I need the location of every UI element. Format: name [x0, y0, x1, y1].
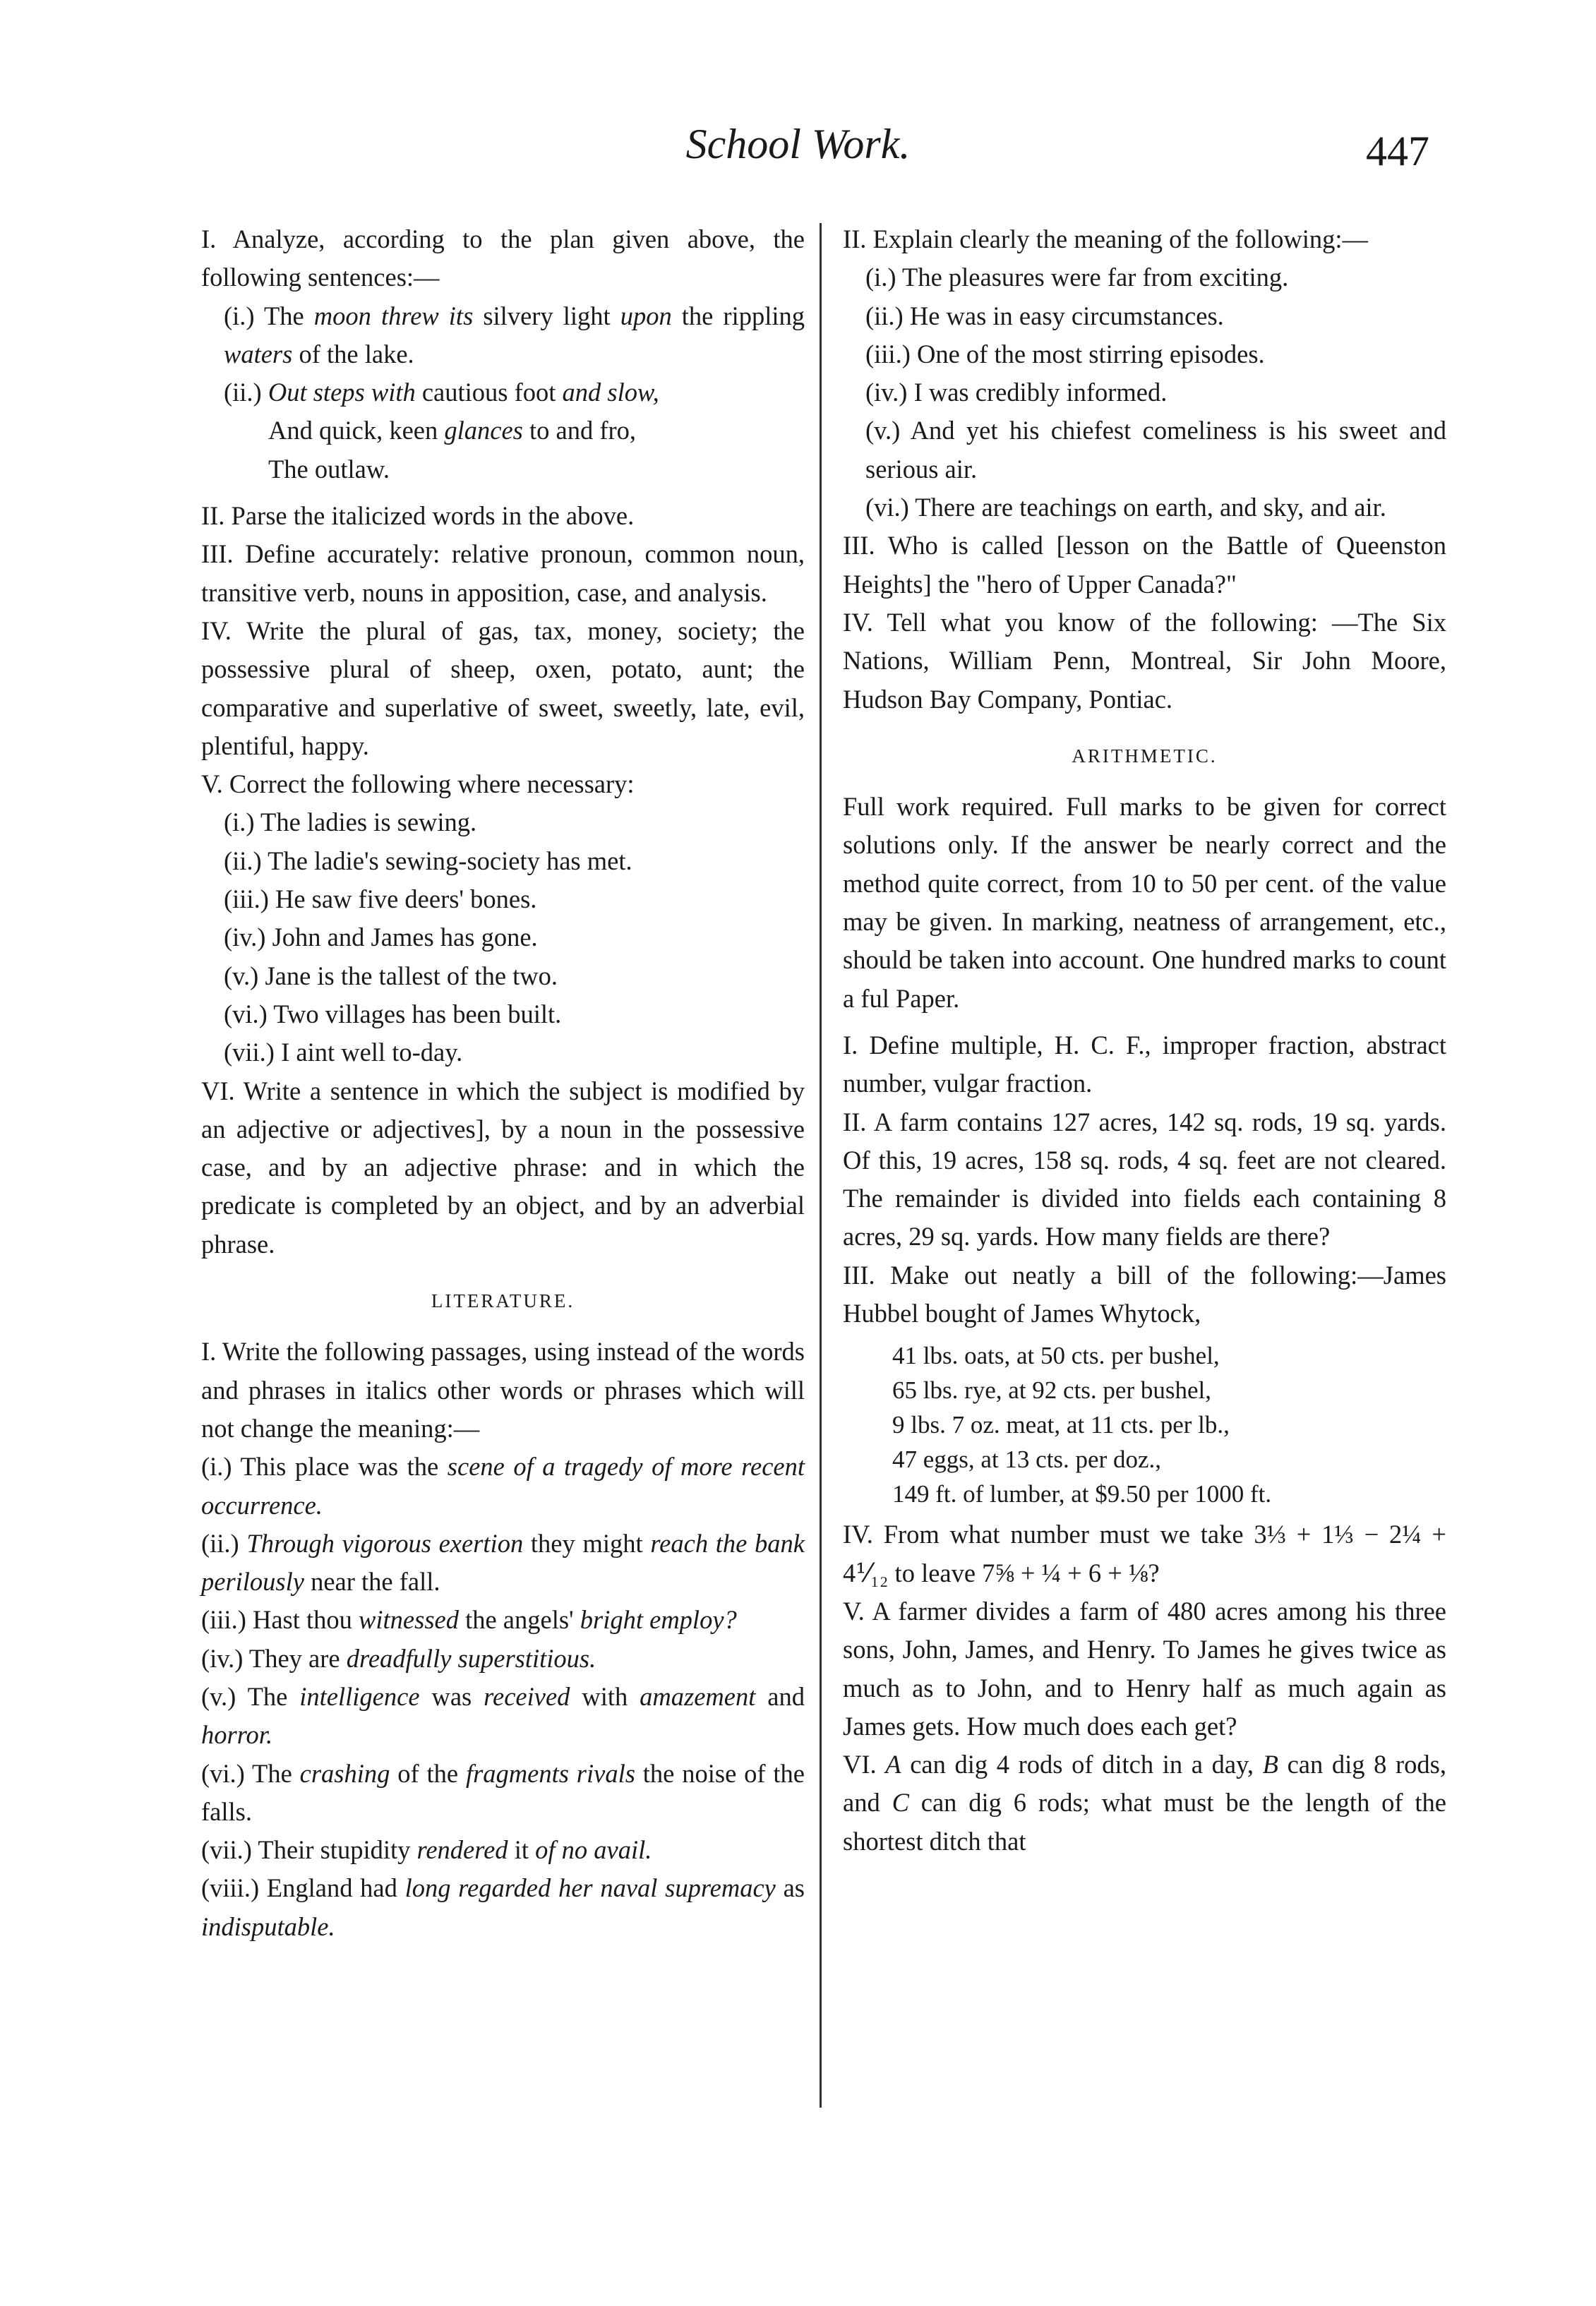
- arithmetic-question-3: III. Make out neatly a bill of the following:—James Hubbel bought of James Whytock,: [843, 1260, 1446, 1328]
- literature-passage-viii: (viii.) England had long regarded her naval supremacy as indisputable.: [201, 1873, 805, 1941]
- grammar-question-5: V. Correct the following where necessary:: [201, 769, 635, 799]
- arithmetic-heading: ARITHMETIC.: [1072, 745, 1218, 767]
- literature-passage-ii: (ii.) Through vigorous exertion they might reach the bank perilously near the fall.: [201, 1528, 805, 1597]
- meaning-item: (ii.) He was in easy circumstances.: [865, 301, 1224, 330]
- meaning-item: (iv.) I was credibly informed.: [865, 378, 1168, 407]
- bill-line: 47 eggs, at 13 cts. per doz.,: [892, 1446, 1162, 1474]
- literature-passage-vii: (vii.) Their stupidity rendered it of no avail.: [201, 1835, 652, 1865]
- grammar-q1-sentence-ii-line-2: And quick, keen glances to and fro,: [268, 416, 637, 445]
- correction-item: (vi.) Two villages has been built.: [224, 999, 562, 1028]
- meaning-item: (iii.) One of the most stirring episodes.: [865, 339, 1265, 368]
- bill-list: [843, 1338, 1446, 1511]
- correction-item: (vii.) I aint well to-day.: [224, 1038, 463, 1067]
- literature-passage-iii: (iii.) Hast thou witnessed the angels' bright employ?: [201, 1605, 737, 1635]
- correction-item: (v.) Jane is the tallest of the two.: [224, 961, 558, 990]
- literature-heading: LITERATURE.: [431, 1290, 575, 1312]
- grammar-question-2: II. Parse the italicized words in the above.: [201, 501, 635, 531]
- correction-item: (iii.) He saw five deers' bones.: [224, 884, 537, 914]
- arithmetic-question-5: V. A farmer divides a farm of 480 acres among his three sons, John, James, and Henry. To James he gives twice as much as to John, and to Henry half as much again as James gets. How much does each get?: [843, 1596, 1446, 1741]
- literature-passage-i: (i.) This place was the scene of a tragedy of more recent occurrence.: [201, 1452, 805, 1520]
- correction-item: (ii.) The ladie's sewing-society has met.: [224, 846, 632, 875]
- meaning-item: (vi.) There are teachings on earth, and sky, and air.: [865, 493, 1386, 522]
- arithmetic-question-6: VI. A can dig 4 rods of ditch in a day, B can dig 8 rods, and C can dig 6 rods; what must be the length of the shortest ditch that: [843, 1750, 1447, 1856]
- meaning-item: (v.) And yet his chiefest comeliness is his sweet and serious air.: [865, 416, 1446, 484]
- literature-question-2: II. Explain clearly the meaning of the following:—: [843, 224, 1368, 253]
- grammar-q1-sentence-i: (i.) The moon threw its silvery light upon the rippling waters of the lake.: [224, 301, 805, 368]
- grammar-question-6: VI. Write a sentence in which the subject is modified by an adjective or adjectives], by a noun in the possessive case, and by an adjective phrase: and in which the predicate is completed by an object, and by an adverbial phrase.: [201, 1076, 805, 1259]
- literature-question-1: I. Write the following passages, using instead of the words and phrases in italics other words or phrases which will not change the meaning:—: [201, 1337, 805, 1443]
- bill-line: 149 ft. of lumber, at $9.50 per 1000 ft.: [892, 1480, 1272, 1508]
- grammar-q1-sentence-ii-line-3: The outlaw.: [268, 454, 390, 484]
- correction-item: (i.) The ladies is sewing.: [224, 807, 477, 837]
- bill-line: 9 lbs. 7 oz. meat, at 11 cts. per lb.,: [892, 1411, 1230, 1439]
- literature-passage-iv: (iv.) They are dreadfully superstitious.: [201, 1643, 596, 1673]
- grammar-question-3: III. Define accurately: relative pronoun, common noun, transitive verb, nouns in apposition, case, and analysis.: [201, 539, 805, 607]
- arithmetic-question-1: I. Define multiple, H. C. F., improper fraction, abstract number, vulgar fraction.: [843, 1030, 1446, 1098]
- grammar-question-1: I. Analyze, according to the plan given above, the following sentences:—: [201, 224, 805, 292]
- grammar-question-4: IV. Write the plural of gas, tax, money, society; the possessive plural of sheep, oxen, potato, aunt; the comparative and superlative of sweet, sweetly, late, evil, plentiful, happy.: [201, 615, 805, 760]
- running-title: School Work.: [685, 121, 911, 167]
- bill-line: 65 lbs. rye, at 92 cts. per bushel,: [892, 1376, 1211, 1405]
- column-divider: [820, 223, 822, 2108]
- correction-item: (iv.) John and James has gone.: [224, 923, 538, 952]
- bill-line: 41 lbs. oats, at 50 cts. per bushel,: [892, 1342, 1220, 1370]
- arithmetic-question-2: II. A farm contains 127 acres, 142 sq. rods, 19 sq. yards. Of this, 19 acres, 158 sq. rods, 4 sq. feet are not cleared. The remainder is divided into fields each containing 8 acres, 29 sq. yards. How many fields are there?: [843, 1107, 1446, 1251]
- literature-question-3: III. Who is called [lesson on the Battle of Queenston Heights] the "hero of Upper Canada?": [843, 531, 1446, 599]
- arithmetic-question-4: IV. From what number must we take 3⅓ + 1⅓ − 2¼ + 4⅟₁₂ to leave 7⅝ + ¼ + 6 + ⅛?: [843, 1520, 1446, 1587]
- left-column: [201, 220, 805, 1946]
- meaning-item: (i.) The pleasures were far from exciting.: [865, 263, 1289, 292]
- page-number: 447: [1366, 128, 1429, 174]
- literature-passage-vi: (vi.) The crashing of the fragments rivals the noise of the falls.: [201, 1758, 805, 1826]
- arithmetic-instructions: Full work required. Full marks to be given for correct solutions only. If the answer be nearly correct and the method quite correct, from 10 to 50 per cent. of the value may be given. In marking, neatness of arrangement, etc., should be taken into account. One hundred marks to count a ful Paper.: [843, 792, 1446, 1013]
- page-header: [0, 120, 1596, 191]
- literature-question-4: IV. Tell what you know of the following: —The Six Nations, William Penn, Montreal, Sir John Moore, Hudson Bay Company, Pontiac.: [843, 607, 1446, 714]
- grammar-q1-sentence-ii-line-1: (ii.) Out steps with cautious foot and slow,: [224, 378, 659, 407]
- literature-passage-v: (v.) The intelligence was received with amazement and horror.: [201, 1681, 805, 1750]
- right-column: [843, 220, 1446, 1861]
